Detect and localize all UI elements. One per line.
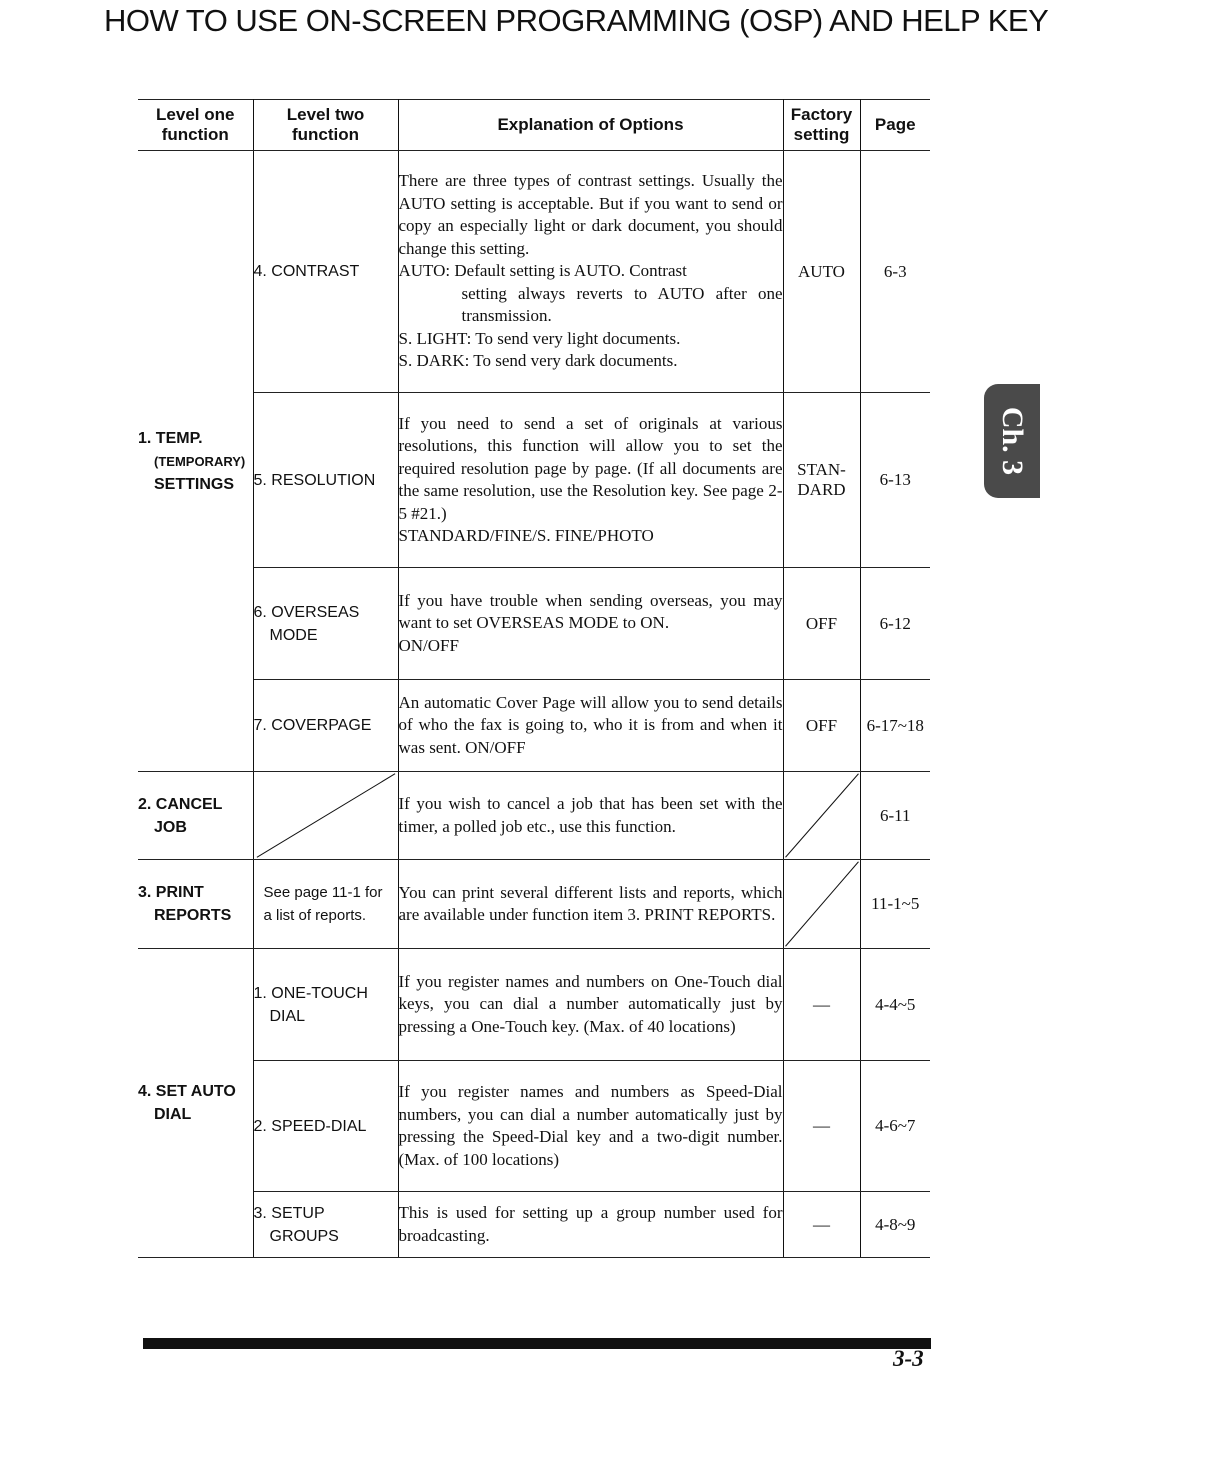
level-one-print-reports: 3. PRINT REPORTS [138,860,253,949]
explanation-contrast: There are three types of contrast settings. Usually the AUTO setting is acceptable. But if you want to send or copy an especially light or dark document, you should change this setting. AUTO: Default setting is AUTO. Contrast setting always reverts to AUTO after one transmission. S. LIGHT: To send very light documents. S. DARK: To send very dark documents. [398,151,783,393]
explanation-resolution: If you need to send a set of originals at various resolutions, this function will allow you to set the required resolution page by page. (If all documents are the same resolution, use the Resolution key. See page 2-5 #21.) STANDARD/FINE/S. FINE/PHOTO [398,393,783,568]
factory-coverpage: OFF [783,680,860,772]
factory-one-touch-dial: — [783,949,860,1061]
explanation-coverpage: An automatic Cover Page will allow you to send details of who the fax is going to, who it is from and when it was sent. ON/OFF [398,680,783,772]
table-row [138,393,930,568]
footer-rule [143,1338,931,1349]
level-two-resolution: 5. RESOLUTION [253,393,398,568]
table-header-row [138,100,930,151]
table-row [138,568,930,680]
header-factory-setting: Factory setting [783,100,860,151]
diagonal-slash-icon [784,860,860,948]
table-row [138,860,930,949]
page-one-touch-dial: 4-4~5 [860,949,930,1061]
chapter-tab [984,384,1040,498]
header-level-one: Level one function [138,100,253,151]
factory-resolution: STAN- DARD [783,393,860,568]
explanation-one-touch-dial: If you register names and numbers on One-Touch dial keys, you can dial a number automatically just by pressing a One-Touch key. (Max. of 40 locations) [398,949,783,1061]
explanation-print-reports: You can print several different lists and reports, which are available under function item 3. PRINT REPORTS. [398,860,783,949]
level-one-set-auto-dial: 4. SET AUTO DIAL [138,949,253,1258]
diagonal-slash-icon [254,772,398,859]
explanation-overseas-mode: If you have trouble when sending overseas, you may want to set OVERSEAS MODE to ON. ON/OFF [398,568,783,680]
level-two-contrast: 4. CONTRAST [253,151,398,393]
level-two-overseas-mode: 6. OVERSEAS MODE [253,568,398,680]
factory-overseas-mode: OFF [783,568,860,680]
level-two-not-applicable [253,772,398,860]
table-row [138,680,930,772]
level-two-print-reports: See page 11-1 for a list of reports. [253,860,398,949]
explanation-speed-dial: If you register names and numbers as Speed-Dial numbers, you can dial a number automatically just by pressing the Speed-Dial key and a two-digit number. (Max. of 100 locations) [398,1061,783,1192]
page-resolution: 6-13 [860,393,930,568]
chapter-tab-label: Ch. 3 [996,406,1030,476]
factory-not-applicable [783,860,860,949]
level-two-one-touch-dial: 1. ONE-TOUCH DIAL [253,949,398,1061]
table-row [138,772,930,860]
table-row [138,151,930,393]
level-two-coverpage: 7. COVERPAGE [253,680,398,772]
diagonal-slash-icon [784,772,860,859]
factory-setup-groups: — [783,1192,860,1258]
header-explanation: Explanation of Options [398,100,783,151]
factory-not-applicable [783,772,860,860]
page-speed-dial: 4-6~7 [860,1061,930,1192]
page-setup-groups: 4-8~9 [860,1192,930,1258]
page-print-reports: 11-1~5 [860,860,930,949]
page-coverpage: 6-17~18 [860,680,930,772]
page-title: HOW TO USE ON-SCREEN PROGRAMMING (OSP) AND HELP KEY [104,3,1049,38]
explanation-setup-groups: This is used for setting up a group number used for broadcasting. [398,1192,783,1258]
level-two-setup-groups: 3. SETUP GROUPS [253,1192,398,1258]
level-one-cancel-job: 2. CANCEL JOB [138,772,253,860]
level-two-speed-dial: 2. SPEED-DIAL [253,1061,398,1192]
table-row [138,1192,930,1258]
factory-contrast: AUTO [783,151,860,393]
page-number: 3-3 [893,1346,924,1371]
table-row [138,949,930,1061]
header-level-two: Level two function [253,100,398,151]
factory-speed-dial: — [783,1061,860,1192]
osp-options-table [138,99,930,1258]
header-page: Page [860,100,930,151]
level-one-temp-settings: 1. TEMP. (TEMPORARY) SETTINGS [138,151,253,772]
page-contrast: 6-3 [860,151,930,393]
page-cancel-job: 6-11 [860,772,930,860]
table-row [138,1061,930,1192]
explanation-cancel-job: If you wish to cancel a job that has been set with the timer, a polled job etc., use this function. [398,772,783,860]
page-overseas-mode: 6-12 [860,568,930,680]
